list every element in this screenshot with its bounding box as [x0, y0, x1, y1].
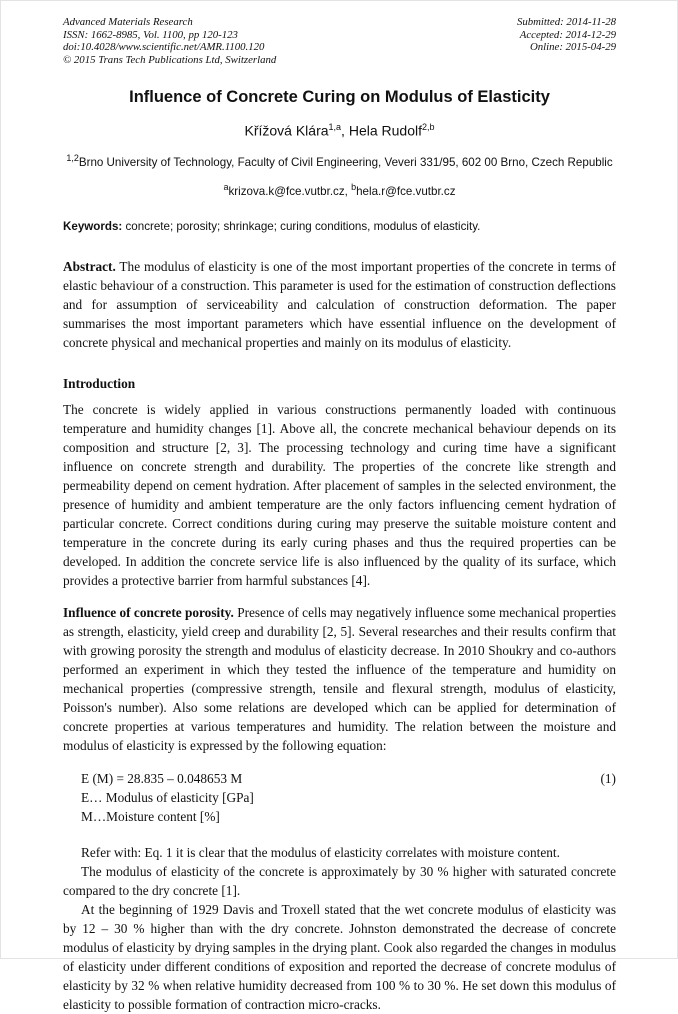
emails-line [63, 182, 616, 198]
email-1-superscript: a [223, 181, 229, 192]
paper-body [63, 257, 616, 1014]
abstract-paragraph [63, 257, 616, 352]
keywords-label: Keywords: [63, 219, 123, 233]
keywords-text: concrete; porosity; shrinkage; curing conditions, modulus of elasticity. [122, 219, 481, 233]
equation-definition-m: M…Moisture content [%] [81, 808, 220, 824]
porosity-text: Presence of cells may negatively influence some mechanical properties as strength, elasticity, yield creep and durability [2, 5]. Several researches and their results confirm that with growing porosity the strength and modulus of elasticity decrease. In 2010 Shoukry and co-authors performed an experiment in which they tested the influence of the temperature and humidity on mechanical properties (compressive strength, tensile and flexural strength, modulus of elasticity, Poisson's number). Also some relations are developed which can be applied for determination of concrete properties at various temperatures and humidity. The relation between the moisture and modulus of elasticity is expressed by the following equation: [63, 604, 617, 753]
submission-dates [517, 16, 616, 66]
journal-doi: doi:10.4028/www.scientific.net/AMR.1100.120 [63, 41, 265, 54]
author-2-name: Hela Rudolf [348, 123, 422, 140]
authors-separator: , [341, 123, 349, 140]
affiliation-text: Brno University of Technology, Faculty of Civil Engineering, Veveri 331/95, 602 00 Brno, Czech Republic [78, 155, 613, 169]
porosity-label: Influence of concrete porosity. [63, 604, 234, 620]
email-1-address: krizova.k@fce.vutbr.cz, [228, 184, 352, 198]
equation-block [63, 769, 616, 826]
equation-formula: E (M) = 28.835 – 0.048653 M [81, 770, 243, 786]
journal-header [63, 16, 616, 66]
affiliation-line [63, 150, 616, 171]
authors-line [63, 122, 616, 139]
abstract-text: The modulus of elasticity is one of the most important properties of the concrete in terms of elastic behaviour of a construction. This parameter is used for the estimation of construction deflections and for assumption of serviceability and calculation of construction deformation. The paper summarises the most important parameters which have essential influence on the development of concrete physical and mechanical properties and mainly on its modulus of elasticity. [63, 258, 616, 350]
abstract-label: Abstract. [63, 258, 116, 274]
keywords-line [63, 220, 616, 233]
online-date: Online: 2015-04-29 [529, 41, 616, 54]
journal-info [63, 16, 276, 66]
refer-paragraph: Refer with: Eq. 1 it is clear that the modulus of elasticity correlates with moisture content. [81, 844, 560, 860]
history-paragraph: At the beginning of 1929 Davis and Troxell stated that the wet concrete modulus of elasticity was by 12 – 30 % higher than with the dry concrete. Johnston demonstrated the decrease of concrete modulus of elasticity by drying samples in the drying plant. Cook also regarded the changes in modulus of elasticity under different conditions of exposition and reported the decrease of concrete modulus of elasticity by 32 % when relative humidity decreased from 100 % to 30 %. He set down this modulus of elasticity to possible formation of contraction micro-cracks. [63, 901, 616, 1012]
journal-name: Advanced Materials Research [63, 16, 193, 28]
journal-issn-volume: ISSN: 1662-8985, Vol. 1100, pp 120-123 [63, 28, 238, 41]
equation-definition-e: E… Modulus of elasticity [GPa] [81, 789, 254, 805]
paper-title: Influence of Concrete Curing on Modulus of Elasticity [129, 88, 550, 107]
author-1-name: Křížová Klára [244, 123, 329, 140]
submitted-date: Submitted: 2014-11-28 [516, 16, 616, 28]
introduction-heading: Introduction [63, 375, 136, 391]
equation-row [63, 769, 616, 788]
journal-copyright: © 2015 Trans Tech Publications Ltd, Switzerland [63, 53, 277, 66]
accepted-date: Accepted: 2014-12-29 [519, 28, 616, 41]
affiliation-superscript: 1,2 [66, 153, 79, 164]
email-2-address: hela.r@fce.vutbr.cz [356, 184, 456, 198]
saturated-concrete-paragraph: The modulus of elasticity of the concrete is approximately by 30 % higher with saturated concrete compared to the dry concrete [1]. [63, 863, 616, 898]
introduction-paragraph: The concrete is widely applied in various constructions permanently loaded with continuous temperature and humidity changes [1]. Above all, the concrete mechanical behaviour depends on its composition and structure [2, 3]. The processing technology and curing time have a significant influence on concrete strength and durability. The properties of the concrete like strength and permeability depend on cement hydration. After placement of samples in the selected environment, the presence of humidity and ambient temperature are the only factors influencing cement hydration of particular concrete. Correct conditions during curing may preserve the suitable moisture content and temperature in the concrete during its early curing phases and thus the required properties can be developed. In addition the concrete service life is also influenced by the quality of its surface, which provides a protective barrier from harmful substances [4]. [63, 401, 616, 588]
email-2-superscript: b [351, 181, 357, 192]
author-2-superscript: 2,b [421, 122, 435, 133]
equation-number: (1) [600, 770, 616, 786]
porosity-paragraph [63, 603, 616, 755]
author-1-superscript: 1,a [328, 122, 342, 133]
